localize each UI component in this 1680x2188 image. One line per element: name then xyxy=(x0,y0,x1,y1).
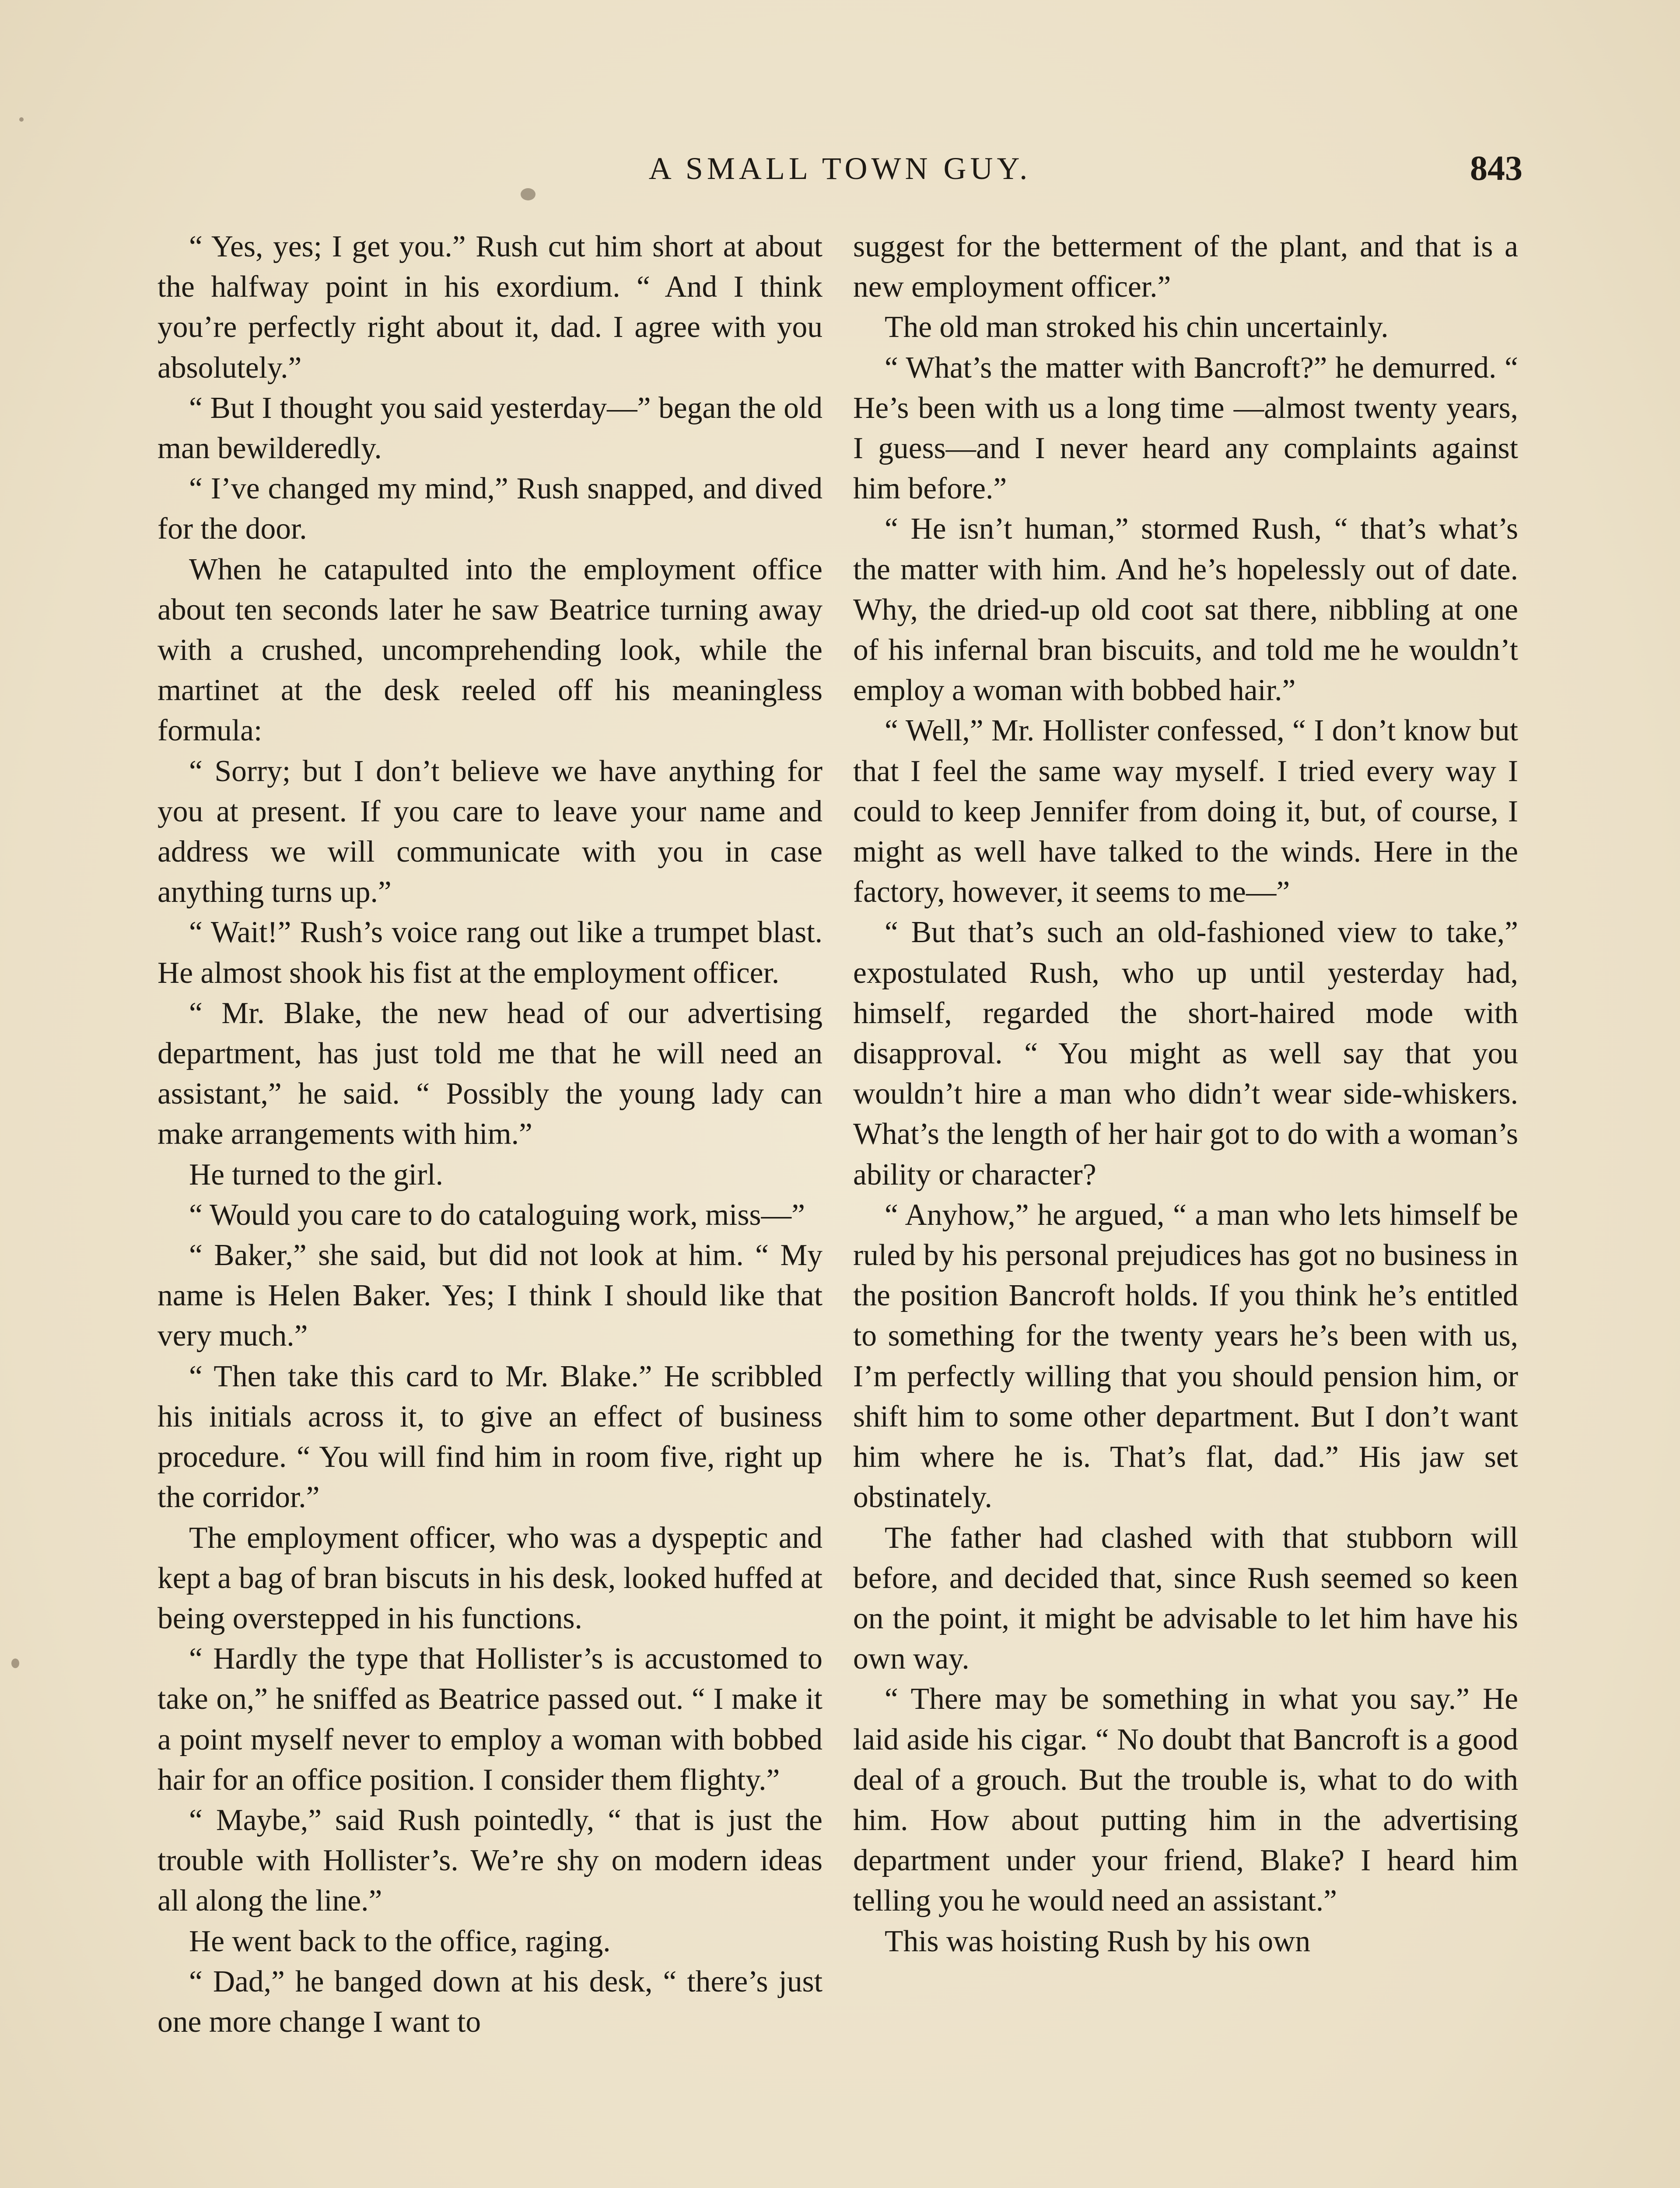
paragraph: He went back to the office, raging. xyxy=(189,1924,611,1958)
paragraph: “ But I thought you said yesterday—” began the old man bewilderedly. xyxy=(158,391,822,466)
paragraph: “ Mr. Blake, the new head of our advertising department, has just told me that he will need an assistant,” he said. “ Possibly the young lady can make arrangements with him.” xyxy=(158,996,822,1151)
paragraph: “ Hardly the type that Hollister’s is accustomed to take on,” he sniffed as Beatrice passed out. “ I make it a point myself never to employ a woman with bobbed hair for an office position. I consider them flighty.” xyxy=(158,1642,822,1797)
paragraph: “ Dad,” he banged down at his desk, “ there’s just one more change I want to xyxy=(158,1964,822,2039)
paragraph: “ He isn’t human,” stormed Rush, “ that’s what’s the matter with him. And he’s hopelessly out of date. Why, the dried-up old coot sat there, nibbling at one of his infernal bran biscuits, and told me he wouldn’t employ a woman with bobbed hair.” xyxy=(853,512,1518,708)
paragraph: The old man stroked his chin uncertainly. xyxy=(885,310,1389,344)
paragraph: When he catapulted into the employment office about ten seconds later he saw Beatrice turning away with a crushed, uncomprehending look, while the martinet at the desk reeled off his meaningless formula: xyxy=(158,552,822,748)
paragraph: “ Baker,” she said, but did not look at him. “ My name is Helen Baker. Yes; I think I should like that very much.” xyxy=(158,1238,822,1353)
paragraph: “ Would you care to do cataloguing work, miss—” xyxy=(189,1198,805,1232)
paragraph: This was hoisting Rush by his own xyxy=(885,1924,1311,1958)
paragraph: “ I’ve changed my mind,” Rush snapped, and dived for the door. xyxy=(158,472,822,546)
paragraph: The father had clashed with that stubborn will before, and decided that, since Rush seemed so keen on the point, it might be advisable to let him have his own way. xyxy=(853,1521,1518,1676)
paragraph: “ There may be something in what you say.” He laid aside his cigar. “ No doubt that Bancroft is a good deal of a grouch. But the trouble is, what to do with him. How about putting him in the advertising department under your friend, Blake? I heard him telling you he would need an assistant.” xyxy=(853,1682,1518,1918)
paragraph: “ What’s the matter with Bancroft?” he demurred. “ He’s been with us a long time —almost twenty years, I guess—and I never heard any complaints against him before.” xyxy=(853,351,1518,506)
paragraph: “ Sorry; but I don’t believe we have anything for you at present. If you care to leave your name and address we will communicate with you in case anything turns up.” xyxy=(158,754,822,909)
paragraph: “ Then take this card to Mr. Blake.” He scribbled his initials across it, to give an effect of business procedure. “ You will find him in room five, right up the corridor.” xyxy=(158,1359,822,1515)
left-text-column xyxy=(158,227,822,2042)
paragraph: “ Well,” Mr. Hollister confessed, “ I don’t know but that I feel the same way myself. I tried every way I could to keep Jennifer from doing it, but, of course, I might as well have talked to the winds. Here in the factory, however, it seems to me—” xyxy=(853,714,1518,909)
paragraph: “ Yes, yes; I get you.” Rush cut him short at about the halfway point in his exordium. “ And I think you’re perfectly right about it, dad. I agree with you absolutely.” xyxy=(158,230,822,385)
paragraph: “ Wait!” Rush’s voice rang out like a trumpet blast. He almost shook his fist at the employment officer. xyxy=(158,915,822,990)
paragraph: “ But that’s such an old-fashioned view to take,” expostulated Rush, who up until yesterday had, himself, regarded the short-haired mode with disapproval. “ You might as well say that you wouldn’t hire a man who didn’t wear side-whiskers. What’s the length of her hair got to do with a woman’s ability or character? xyxy=(853,915,1518,1192)
ink-speck xyxy=(19,117,24,122)
paragraph: The employment officer, who was a dyspeptic and kept a bag of bran biscuts in his desk, looked huffed at being overstepped in his functions. xyxy=(158,1521,822,1635)
paragraph: He turned to the girl. xyxy=(189,1157,443,1192)
paragraph: “ Maybe,” said Rush pointedly, “ that is just the trouble with Hollister’s. We’re shy on modern ideas all along the line.” xyxy=(158,1803,822,1918)
paragraph: “ Anyhow,” he argued, “ a man who lets himself be ruled by his personal prejudices has got no business in the position Bancroft holds. If you think he’s entitled to something for the twenty years he’s been with us, I’m perfectly willing that you should pension him, or shift him to some other department. But I don’t want him where he is. That’s flat, dad.” His jaw set obstinately. xyxy=(853,1198,1518,1515)
paragraph: suggest for the betterment of the plant, and that is a new employment officer.” xyxy=(853,230,1518,304)
page-header xyxy=(158,144,1522,193)
running-title: A SMALL TOWN GUY. xyxy=(648,151,1032,186)
page-number: 843 xyxy=(1470,149,1522,188)
right-text-column xyxy=(853,227,1518,1962)
ink-speck xyxy=(11,1659,19,1668)
